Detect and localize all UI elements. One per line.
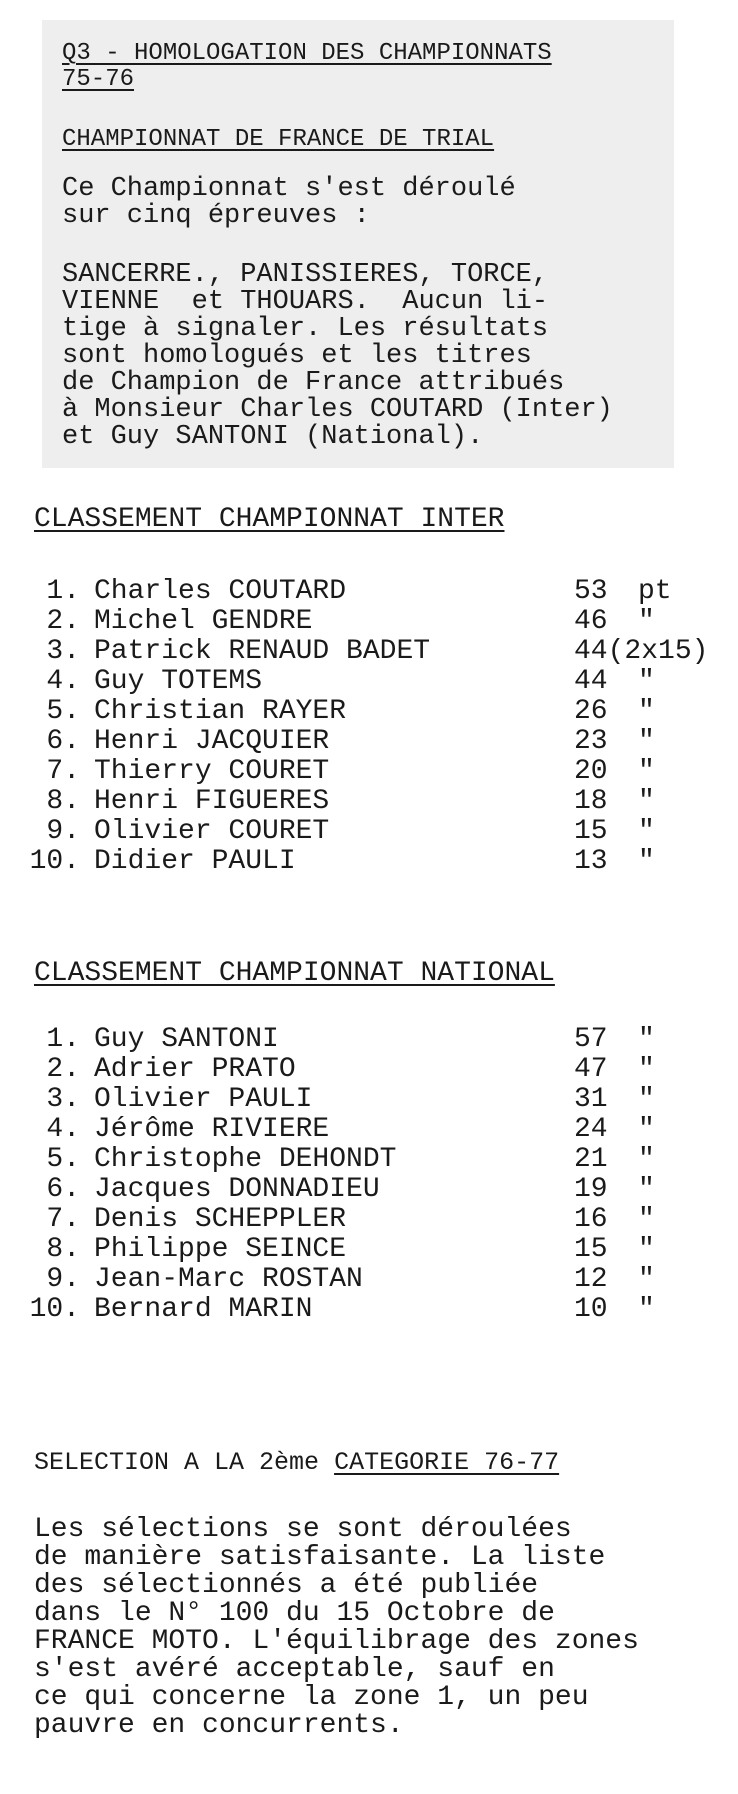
ranking-name: Guy SANTONI bbox=[94, 1024, 279, 1055]
ranking-row bbox=[0, 1204, 738, 1238]
document-title: Q3 - HOMOLOGATION DES CHAMPIONNATS bbox=[62, 40, 552, 67]
ranking-rank: 8. bbox=[46, 1234, 80, 1265]
ranking-pts: 44 bbox=[574, 666, 608, 697]
ranking-unit: " bbox=[638, 1144, 655, 1175]
ranking-unit: " bbox=[638, 696, 655, 727]
ranking-name: Jérôme RIVIERE bbox=[94, 1114, 330, 1145]
ranking-row bbox=[0, 606, 738, 640]
ranking-rank: 1. bbox=[46, 576, 80, 607]
text-line: VIENNE et THOUARS. Aucun li- bbox=[62, 287, 549, 317]
text-line: sont homologués et les titres bbox=[62, 341, 532, 371]
text-line: et Guy SANTONI (National). bbox=[62, 422, 484, 452]
ranking-row bbox=[0, 576, 738, 610]
ranking-row bbox=[0, 1054, 738, 1088]
text-line: ce qui concerne la zone 1, un peu bbox=[34, 1682, 589, 1713]
ranking-row bbox=[0, 816, 738, 850]
ranking-row bbox=[0, 1024, 738, 1058]
ranking-row bbox=[0, 636, 738, 670]
ranking-rank: 2. bbox=[46, 1054, 80, 1085]
ranking-pts: 10 bbox=[574, 1294, 608, 1325]
ranking-name: Christian RAYER bbox=[94, 696, 347, 727]
ranking-row bbox=[0, 1174, 738, 1208]
ranking-pts: 53 bbox=[574, 576, 608, 607]
ranking-name: Olivier PAULI bbox=[94, 1084, 313, 1115]
ranking-name: Jean-Marc ROSTAN bbox=[94, 1264, 363, 1295]
ranking-row bbox=[0, 786, 738, 820]
ranking-name: Jacques DONNADIEU bbox=[94, 1174, 380, 1205]
selection-title-prefix: SELECTION A LA 2ème bbox=[34, 1448, 335, 1477]
ranking-unit: " bbox=[638, 1264, 655, 1295]
ranking-pts: 46 bbox=[574, 606, 608, 637]
ranking-row bbox=[0, 846, 738, 880]
ranking-name: Olivier COURET bbox=[94, 816, 330, 847]
ranking-row bbox=[0, 1084, 738, 1118]
ranking-row bbox=[0, 726, 738, 760]
ranking-pts: 21 bbox=[574, 1144, 608, 1175]
ranking-unit: " bbox=[638, 786, 655, 817]
ranking-unit: " bbox=[638, 726, 655, 757]
ranking-name: Henri FIGUERES bbox=[94, 786, 330, 817]
section-subtitle: CHAMPIONNAT DE FRANCE DE TRIAL bbox=[62, 126, 495, 153]
text-line: sur cinq épreuves : bbox=[62, 201, 370, 231]
ranking-name: Charles COUTARD bbox=[94, 576, 347, 607]
text-line: à Monsieur Charles COUTARD (Inter) bbox=[62, 395, 613, 425]
text-line: tige à signaler. Les résultats bbox=[62, 314, 549, 344]
selection-title-category: CATEGORIE 76-77 bbox=[334, 1448, 560, 1477]
ranking-name: Christophe DEHONDT bbox=[94, 1144, 397, 1175]
ranking-unit: " bbox=[638, 1234, 655, 1265]
ranking-rank: 6. bbox=[46, 726, 80, 757]
ranking-rank: 10. bbox=[29, 1294, 80, 1325]
ranking-rank: 4. bbox=[46, 666, 80, 697]
ranking-unit: " bbox=[638, 756, 655, 787]
text-line: pauvre en concurrents. bbox=[34, 1710, 404, 1741]
ranking-name: Patrick RENAUD BADET bbox=[94, 636, 431, 667]
ranking-name: Thierry COURET bbox=[94, 756, 330, 787]
ranking-name: Philippe SEINCE bbox=[94, 1234, 347, 1265]
ranking-rank: 9. bbox=[46, 1264, 80, 1295]
ranking-row bbox=[0, 1264, 738, 1298]
ranking-row bbox=[0, 756, 738, 790]
selection-title bbox=[34, 1448, 559, 1477]
ranking-pts: 15 bbox=[574, 816, 608, 847]
ranking-row bbox=[0, 666, 738, 700]
ranking-pts: 26 bbox=[574, 696, 608, 727]
intro-paragraph-2 bbox=[62, 262, 613, 451]
ranking-row bbox=[0, 1144, 738, 1178]
text-line: des sélectionnés a été publiée bbox=[34, 1570, 539, 1601]
ranking-name: Michel GENDRE bbox=[94, 606, 313, 637]
ranking-rank: 3. bbox=[46, 1084, 80, 1115]
selection-paragraph bbox=[34, 1516, 639, 1740]
text-line: de manière satisfaisante. La liste bbox=[34, 1542, 606, 1573]
text-line: Les sélections se sont déroulées bbox=[34, 1514, 572, 1545]
document-title-season: 75-76 bbox=[62, 66, 135, 93]
ranking-name: Henri JACQUIER bbox=[94, 726, 330, 757]
ranking-unit: " bbox=[638, 846, 655, 877]
ranking-name: Adrier PRATO bbox=[94, 1054, 296, 1085]
ranking-pts: 24 bbox=[574, 1114, 608, 1145]
ranking-row bbox=[0, 1294, 738, 1328]
ranking-name: Didier PAULI bbox=[94, 846, 296, 877]
national-ranking-title: CLASSEMENT CHAMPIONNAT NATIONAL bbox=[34, 958, 555, 989]
ranking-unit: " bbox=[638, 606, 655, 637]
ranking-unit: " bbox=[638, 1024, 655, 1055]
ranking-name: Guy TOTEMS bbox=[94, 666, 263, 697]
ranking-unit: " bbox=[638, 666, 655, 697]
ranking-rank: 4. bbox=[46, 1114, 80, 1145]
ranking-unit: " bbox=[638, 1294, 655, 1325]
ranking-unit: " bbox=[638, 1054, 655, 1085]
ranking-name: Bernard MARIN bbox=[94, 1294, 313, 1325]
ranking-unit: " bbox=[638, 1174, 655, 1205]
ranking-pts: 57 bbox=[574, 1024, 608, 1055]
inter-ranking-title: CLASSEMENT CHAMPIONNAT INTER bbox=[34, 504, 505, 535]
ranking-pts: 15 bbox=[574, 1234, 608, 1265]
ranking-rank: 6. bbox=[46, 1174, 80, 1205]
ranking-pts: 16 bbox=[574, 1204, 608, 1235]
ranking-pts: 23 bbox=[574, 726, 608, 757]
ranking-pts: 12 bbox=[574, 1264, 608, 1295]
ranking-unit: " bbox=[638, 816, 655, 847]
ranking-pts: 44(2x15) bbox=[574, 636, 709, 667]
ranking-pts: 18 bbox=[574, 786, 608, 817]
intro-paragraph-1 bbox=[62, 176, 516, 230]
text-line: s'est avéré acceptable, sauf en bbox=[34, 1654, 555, 1685]
ranking-pts: 31 bbox=[574, 1084, 608, 1115]
ranking-rank: 10. bbox=[29, 846, 80, 877]
ranking-pts: 13 bbox=[574, 846, 608, 877]
ranking-rank: 8. bbox=[46, 786, 80, 817]
ranking-rank: 5. bbox=[46, 1144, 80, 1175]
text-line: FRANCE MOTO. L'équilibrage des zones bbox=[34, 1626, 639, 1657]
ranking-pts: 20 bbox=[574, 756, 608, 787]
ranking-rank: 7. bbox=[46, 1204, 80, 1235]
ranking-name: Denis SCHEPPLER bbox=[94, 1204, 347, 1235]
text-line: dans le N° 100 du 15 Octobre de bbox=[34, 1598, 555, 1629]
ranking-rank: 7. bbox=[46, 756, 80, 787]
ranking-unit: " bbox=[638, 1084, 655, 1115]
ranking-unit: " bbox=[638, 1114, 655, 1145]
ranking-rank: 2. bbox=[46, 606, 80, 637]
ranking-rank: 1. bbox=[46, 1024, 80, 1055]
ranking-rank: 5. bbox=[46, 696, 80, 727]
ranking-row bbox=[0, 1114, 738, 1148]
text-line: de Champion de France attribués bbox=[62, 368, 565, 398]
text-line: SANCERRE., PANISSIERES, TORCE, bbox=[62, 260, 549, 290]
ranking-row bbox=[0, 696, 738, 730]
ranking-rank: 3. bbox=[46, 636, 80, 667]
ranking-pts: 19 bbox=[574, 1174, 608, 1205]
ranking-pts: 47 bbox=[574, 1054, 608, 1085]
text-line: Ce Championnat s'est déroulé bbox=[62, 174, 516, 204]
ranking-row bbox=[0, 1234, 738, 1268]
ranking-unit: pt bbox=[638, 576, 672, 607]
ranking-unit: " bbox=[638, 1204, 655, 1235]
ranking-rank: 9. bbox=[46, 816, 80, 847]
